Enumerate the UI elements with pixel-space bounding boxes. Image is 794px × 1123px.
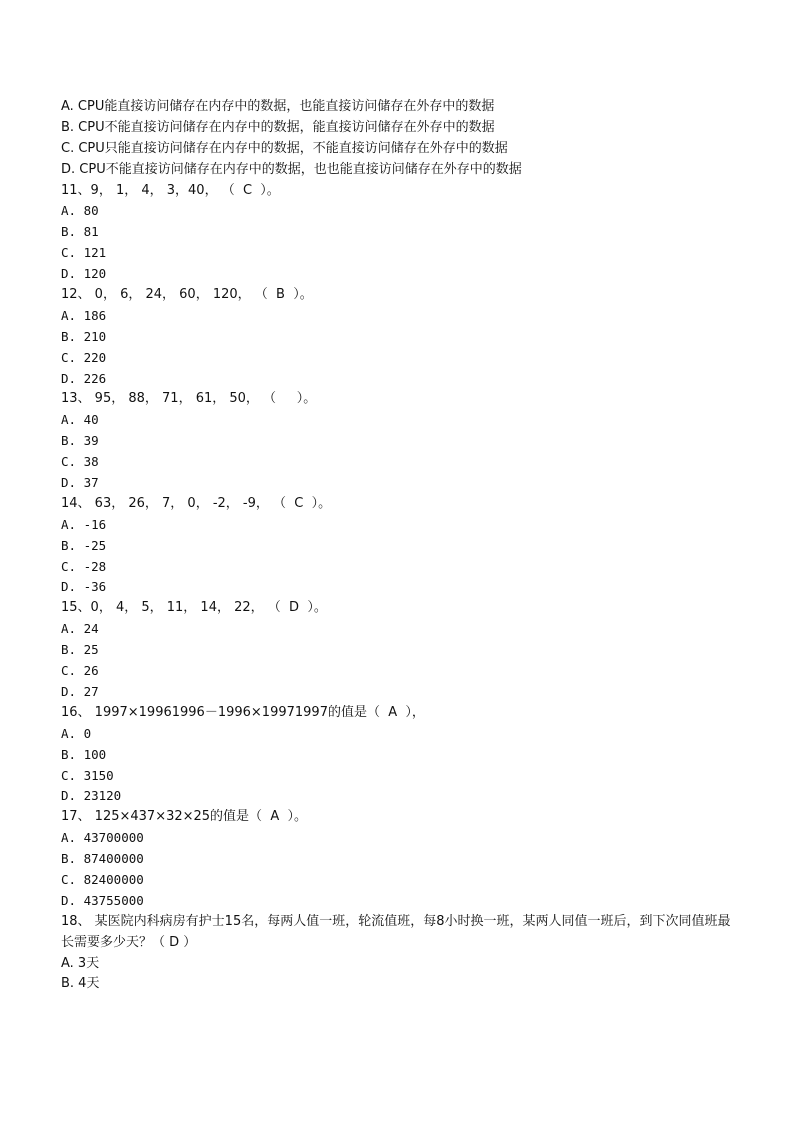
q15-option-d: D. 27 bbox=[61, 683, 99, 699]
q11-option-c: C. 121 bbox=[61, 245, 107, 261]
q15-option-c: C. 26 bbox=[61, 663, 99, 679]
q17-option-a: A. 43700000 bbox=[61, 830, 144, 846]
q10-option-c: C. CPU只能直接访问储存在内存中的数据，不能直接访问储存在外存中的数据 bbox=[61, 140, 508, 156]
q15-option-a: A. 24 bbox=[61, 621, 99, 637]
q14-option-c: C. -28 bbox=[61, 558, 107, 574]
q14-option-d: D. -36 bbox=[61, 579, 107, 595]
q11-option-a: A. 80 bbox=[61, 203, 99, 219]
q11-stem: 11、9， 1， 4， 3，40， （ C ）。 bbox=[61, 182, 280, 198]
q18-stem: 18、 某医院内科病房有护士15名，每两人值一班，轮流值班，每8小时换一班，某两人同值一班后，到下次同值班最长需要多少天？（ D ） bbox=[61, 913, 731, 950]
q17-option-d: D. 43755000 bbox=[61, 892, 144, 908]
q12-option-a: A. 186 bbox=[61, 307, 107, 323]
q14-option-b: B. -25 bbox=[61, 537, 107, 553]
q13-option-d: D. 37 bbox=[61, 475, 99, 491]
q17-stem: 17、 125×437×32×25的值是（ A ）。 bbox=[61, 809, 307, 825]
q13-stem: 13、 95， 88， 71， 61， 50， （ ）。 bbox=[61, 391, 317, 407]
q10-option-d: D. CPU不能直接访问储存在内存中的数据，也也能直接访问储存在外存中的数据 bbox=[61, 161, 522, 177]
question-content bbox=[61, 97, 741, 995]
q13-option-a: A. 40 bbox=[61, 412, 99, 428]
q12-option-b: B. 210 bbox=[61, 328, 107, 344]
q12-option-d: D. 226 bbox=[61, 370, 107, 386]
q10-option-a: A. CPU能直接访问储存在内存中的数据，也能直接访问储存在外存中的数据 bbox=[61, 99, 495, 114]
q17-option-b: B. 87400000 bbox=[61, 851, 144, 867]
q17-option-c: C. 82400000 bbox=[61, 871, 144, 887]
q16-option-c: C. 3150 bbox=[61, 767, 114, 783]
q12-option-c: C. 220 bbox=[61, 349, 107, 365]
q13-option-b: B. 39 bbox=[61, 433, 99, 449]
q11-option-b: B. 81 bbox=[61, 224, 99, 240]
q14-stem: 14、 63， 26， 7， 0， -2， -9， （ C ）。 bbox=[61, 495, 332, 511]
q14-option-a: A. -16 bbox=[61, 516, 107, 532]
q16-option-b: B. 100 bbox=[61, 746, 107, 762]
q12-stem: 12、 0， 6， 24， 60， 120， （ B ）。 bbox=[61, 287, 313, 303]
q15-stem: 15、0， 4， 5， 11， 14， 22， （ D ）。 bbox=[61, 600, 327, 616]
q16-option-a: A. 0 bbox=[61, 725, 92, 741]
q10-option-b: B. CPU不能直接访问储存在内存中的数据，能直接访问储存在外存中的数据 bbox=[61, 119, 495, 135]
q18-option-a: A. 3天 bbox=[61, 955, 100, 971]
q11-option-d: D. 120 bbox=[61, 266, 107, 282]
q16-option-d: D. 23120 bbox=[61, 788, 122, 804]
q15-option-b: B. 25 bbox=[61, 642, 99, 658]
q16-stem: 16、 1997×19961996－1996×19971997的值是（ A ）， bbox=[61, 704, 425, 720]
q18-option-b: B. 4天 bbox=[61, 976, 100, 992]
q13-option-c: C. 38 bbox=[61, 454, 99, 470]
